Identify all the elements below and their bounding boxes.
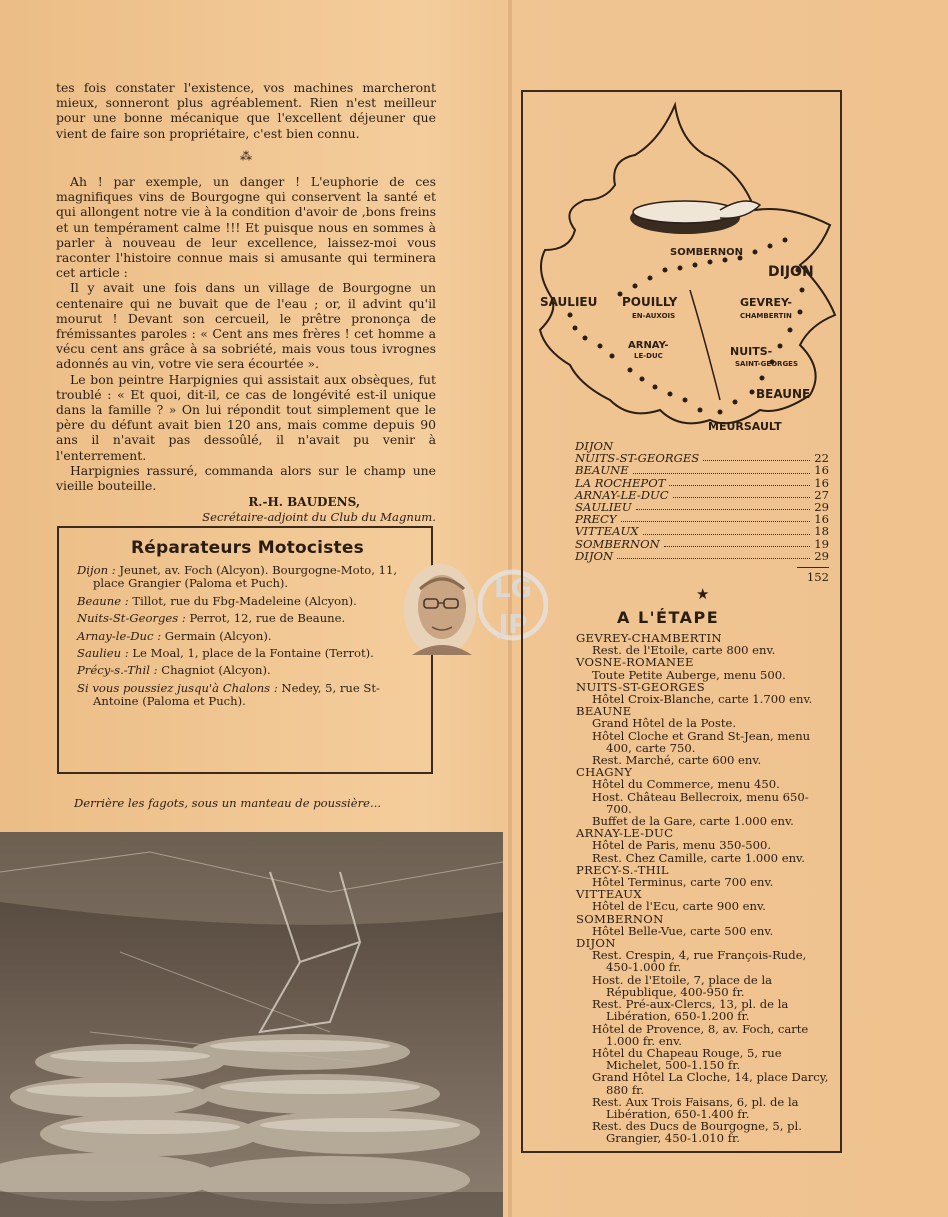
dot-leader [664,538,810,547]
etape-entry: Hôtel Croix-Blanche, carte 1.700 env. [592,692,813,707]
map-label: EN-AUXOIS [632,312,676,320]
etape-entry: Hôtel de l'Ecu, carte 900 env. [592,899,766,914]
etape-town: NUITS-ST-GEORGES [576,679,706,694]
distance-town: BEAUNE [575,463,629,478]
distance-km: 19 [814,536,829,551]
reparateur-town: Beaune : [77,593,129,608]
distance-km: 16 [814,463,829,478]
distance-town: VITTEAUX [575,524,639,539]
distance-town: SAULIEU [575,500,632,515]
etape-entry: Host. de l'Etoile, 7, place de la République, 400-950 fr. [592,972,773,999]
separator: ⁂ [240,148,252,163]
map-label: SOMBERNON [670,247,744,258]
reparateur-town: Nuits-St-Georges : [77,611,186,626]
etape-entry: Rest. de l'Etoile, carte 800 env. [592,643,776,658]
dot-leader [617,550,810,559]
etape-entry: Rest. des Ducs de Bourgogne, 5, pl. Grangier, 450-1.010 fr. [592,1119,802,1146]
reparateur-text: Nedey, 5, rue St-Antoine (Paloma et Puch). [93,680,380,709]
distance-table [575,440,829,562]
dot-leader [636,501,811,510]
reparateurs-list [73,564,417,709]
map-label: GEVREY- [740,296,792,309]
distance-total: 152 [797,567,829,584]
reparateur-town: Arnay-le-Duc : [77,628,162,643]
reparateur-text: Le Moal, 1, place de la Fontaine (Terrot). [128,646,374,661]
portrait-image [392,555,482,660]
etape-entry: Rest. Aux Trois Faisans, 6, pl. de la Libération, 650-1.400 fr. [592,1094,799,1121]
distance-km: 27 [814,487,829,502]
logo-text-bottom: JP [498,610,528,640]
article-paragraph: Le bon peintre Harpignies qui assistait aux obsèques, fut troublé : « Et quoi, dit-il, ce cas de longévité est-il unique dans la famille ? » On lui répondit tout simplement que le père du défunt avait bien 120 ans, mais comme depuis 90 ans il n'avait pas dessoûlé, il n'avait pu venir à l'enterrement. [56,371,436,463]
distance-km: 22 [814,451,829,466]
distance-km: 29 [814,548,829,563]
etape-entry: Hôtel du Chapeau Rouge, 5, rue Michelet, 500-1.150 fr. [592,1045,782,1073]
reparateur-item [77,664,417,677]
etape-entry: Hôtel de Paris, menu 350-500. [592,838,772,853]
etape-town: CHAGNY [576,765,633,780]
etape-entry: Toute Petite Auberge, menu 500. [592,667,786,682]
map-label: CHAMBERTIN [740,312,792,320]
article-text [56,80,436,526]
dot-leader [673,489,811,498]
etape-town: GEVREY-CHAMBERTIN [576,631,722,645]
distance-km: 16 [814,512,829,527]
etape-entry: Hôtel Terminus, carte 700 env. [592,875,774,890]
etape-list [576,632,832,1145]
reparateur-item [77,630,417,643]
etape-town: VOSNE-ROMANEE [576,655,694,670]
map-label: ARNAY- [628,340,669,351]
map-label: DIJON [768,264,814,280]
star-icon: ★ [696,585,710,603]
map-label: BEAUNE [756,387,811,401]
etape-title: A L'ÉTAPE [617,608,720,627]
distance-town: NUITS-ST-GEORGES [575,451,700,466]
etape-entry: Grand Hôtel La Cloche, 14, place Darcy, 880 fr. [592,1070,829,1097]
map-label: LE-DUC [634,352,663,360]
distance-row [575,525,829,537]
reparateur-text: Chagniot (Alcyon). [157,663,271,678]
distance-town: ARNAY-LE-DUC [575,487,669,502]
logo-text-top: LG [494,574,532,604]
distance-town: PRECY [575,512,617,527]
article-paragraph: tes fois constater l'existence, vos machines marcheront mieux, sonneront plus agréablement. Rien n'est meilleur pour une bonne mécanique que l'excellent déjeuner que vient de faire son propriétaire, c'est bien connu. [56,80,436,141]
etape-town: DIJON [576,936,616,951]
bottles-photo [0,832,503,1217]
article-paragraph: Ah ! par exemple, un danger ! L'euphorie de ces magnifiques vins de Bourgogne qui conservent la santé et qui allongent notre vie à la condition d'avoir de ,bons freins et un tempérament calme !!! Et puisque nous en sommes à parler à nouveau de leur excellence, laissez-moi vous raconter l'histoire connue mais si amusante qui terminera cet article : [56,174,436,281]
reparateur-text: Jeunet, av. Foch (Alcyon). Bourgogne-Moto, 11, place Grangier (Paloma et Puch). [93,563,398,591]
map-label: POUILLY [622,295,678,309]
reparateur-town: Précy-s.-Thil : [77,663,158,678]
etape-entry: Rest. Chez Camille, carte 1.000 env. [592,850,805,865]
distance-row [575,538,829,550]
etape-town: SOMBERNON [576,911,664,926]
distance-row [575,550,829,562]
distance-row [575,477,829,489]
etape-entry: Buffet de la Gare, carte 1.000 env. [592,814,794,829]
reparateur-item [77,647,417,660]
distance-km: 29 [814,500,829,515]
etape-entry: Rest. Crespin, 4, rue François-Rude, 450-1.000 fr. [592,948,807,975]
etape-town: PRECY-S.-THIL [576,862,669,877]
distance-town: LA ROCHEPOT [575,475,666,490]
signature: R.-H. BAUDENS, [248,495,360,510]
distance-town: SOMBERNON [575,536,660,551]
reparateur-town: Si vous poussiez jusqu'à Chalons : [77,680,278,695]
reparateur-town: Dijon : [77,563,116,577]
etape-entry: Hôtel Cloche et Grand St-Jean, menu 400, carte 750. [592,728,811,755]
reparateur-item [77,595,417,608]
reparateur-text: Perrot, 12, rue de Beaune. [185,611,346,626]
reparateur-item [77,564,417,591]
etape-entry: Hôtel de Provence, 8, av. Foch, carte 1.000 fr. env. [592,1021,809,1048]
distance-town: DIJON [575,548,614,563]
photo-caption: Derrière les fagots, sous un manteau de poussière... [74,796,382,810]
map-label: SAINT-GEORGES [735,360,799,368]
map-label: SAULIEU [540,295,598,309]
dot-leader [621,513,811,522]
etape-town: VITTEAUX [576,887,642,902]
reparateur-item [77,612,417,625]
reparateur-text: Germain (Alcyon). [161,628,272,643]
dot-leader [643,525,811,534]
etape-entry: Rest. Marché, carte 600 env. [592,753,762,768]
reparateur-text: Tillot, rue du Fbg-Madeleine (Alcyon). [128,593,357,608]
route-map [530,100,840,440]
signature-role: Secrétaire-adjoint du Club du Magnum. [202,510,436,525]
reparateur-item [77,682,417,709]
reparateurs-title: Réparateurs Motocistes [131,538,364,558]
distance-km: 16 [814,475,829,490]
etape-entry: Hôtel du Commerce, menu 450. [592,777,780,792]
article-paragraph: Harpignies rassuré, commanda alors sur le champ une vieille bouteille. [56,462,436,494]
map-label: MEURSAULT [708,420,782,433]
etape-town: ARNAY-LE-DUC [576,826,674,841]
etape-entry: Host. Château Bellecroix, menu 650-700. [592,789,809,816]
etape-entry: Hôtel Belle-Vue, carte 500 env. [592,923,774,938]
distance-km: 18 [814,524,829,539]
etape-entry: Rest. Pré-aux-Clercs, 13, pl. de la Libération, 650-1.200 fr. [592,997,789,1024]
reparateur-town: Saulieu : [77,646,129,661]
dot-leader [703,452,810,461]
distance-row [575,464,829,476]
etape-entry: Grand Hôtel de la Poste. [592,716,737,731]
dot-leader [669,477,810,486]
article-paragraph: Il y avait une fois dans un village de Bourgogne un centenaire qui ne buvait que de l'eau ; or, il advint qu'il mourut ! Devant son cercueil, le prêtre prononça de frémissantes paroles : « Cent ans mes frères ! cet homme a vécu cent ans grâce à sa sobriété, mais vous tous ivrognes adonnés au vin, votre vie sera écourtée ». [56,280,436,372]
distance-start: DIJON [575,439,614,453]
etape-town: BEAUNE [576,704,632,719]
dot-leader [633,464,811,473]
reparateurs-box [57,526,433,774]
map-label: NUITS- [730,345,773,358]
